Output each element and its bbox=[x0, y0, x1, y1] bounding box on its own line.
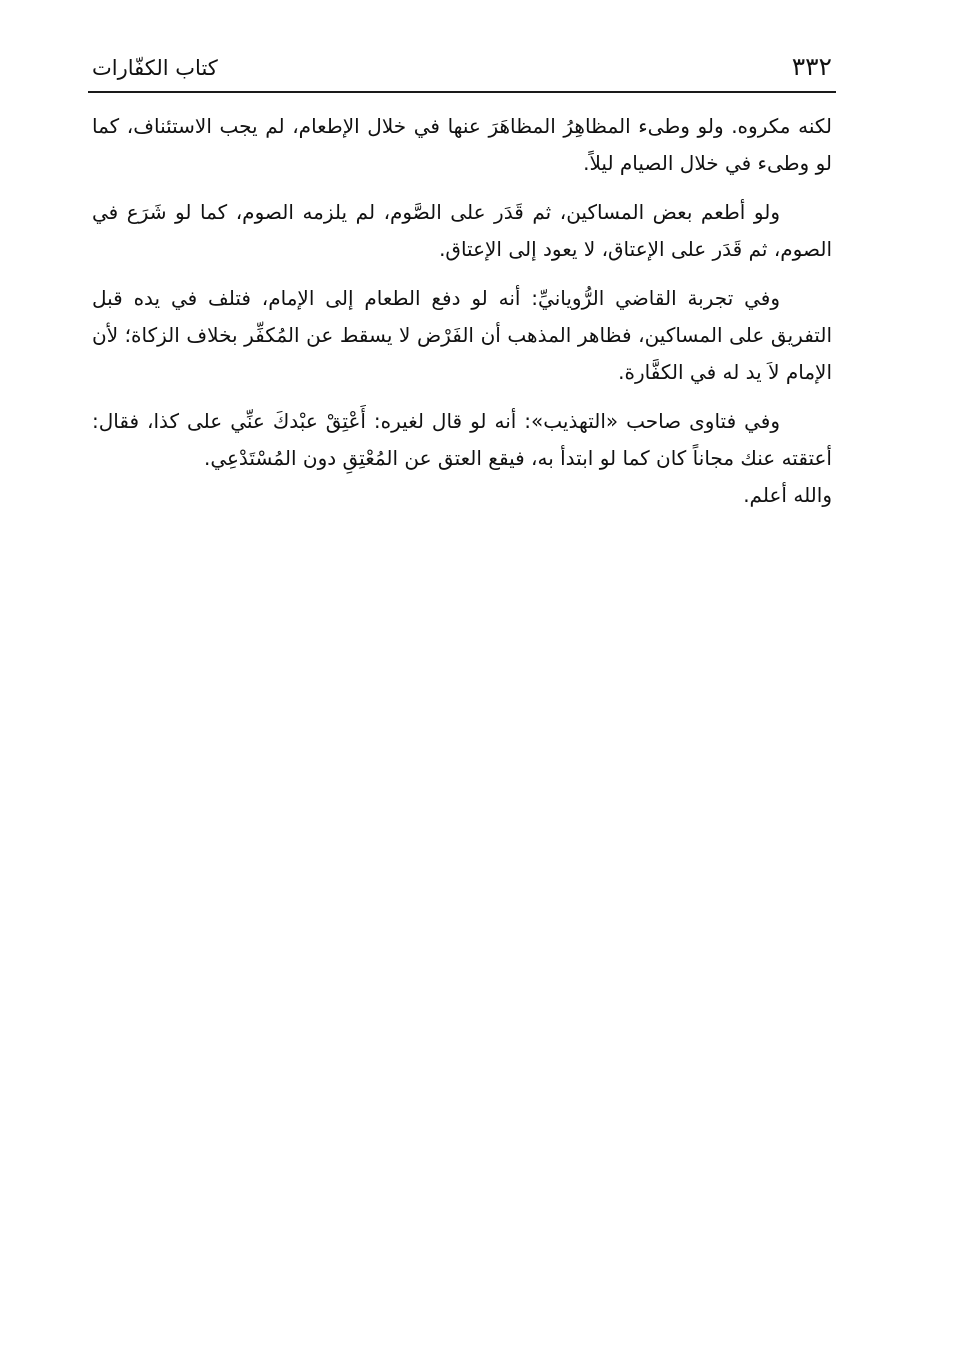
paragraph: وفي فتاوى صاحب «التهذيب»: أنه لو قال لغيره: أَعْتِقْ عبْدكَ عنِّي على كذا، فقال: أعتقته عنك مجاناً كان كما لو ابتدأ به، فيقع العتق عن المُعْتِقِ دون المُسْتَدْعِي. bbox=[92, 409, 832, 470]
closing-line: والله أعلم. bbox=[743, 483, 832, 507]
header-divider bbox=[88, 91, 836, 93]
paragraph: وفي تجربة القاضي الرُّويانيِّ: أنه لو دفع الطعام إلى الإمام، فتلف في يده قبل التفريق على المساكين، فظاهر المذهب أن الفَرْض لا يسقط عن المُكفِّر بخلاف الزكاة؛ لأن الإمام لاَ يد له في الكفَّارة. bbox=[92, 286, 832, 384]
page-number: ٣٣٢ bbox=[791, 52, 832, 81]
page-header bbox=[88, 50, 836, 90]
main-text bbox=[92, 108, 832, 514]
paragraph: ولو أطعم بعض المساكين، ثم قَدَر على الصَّوم، لم يلزمه الصوم، كما لو شَرَع في الصوم، ثم قَدَر على الإعتاق، لا يعود إلى الإعتاق. bbox=[92, 200, 832, 261]
running-title: كتاب الكفّارات bbox=[92, 56, 218, 80]
paragraph: لكنه مكروه. ولو وطىء المظاهِرُ المظاهَرَ عنها في خلال الإطعام، لم يجب الاستئناف، كما لو وطىء في خلال الصيام ليلاً. bbox=[92, 114, 832, 175]
